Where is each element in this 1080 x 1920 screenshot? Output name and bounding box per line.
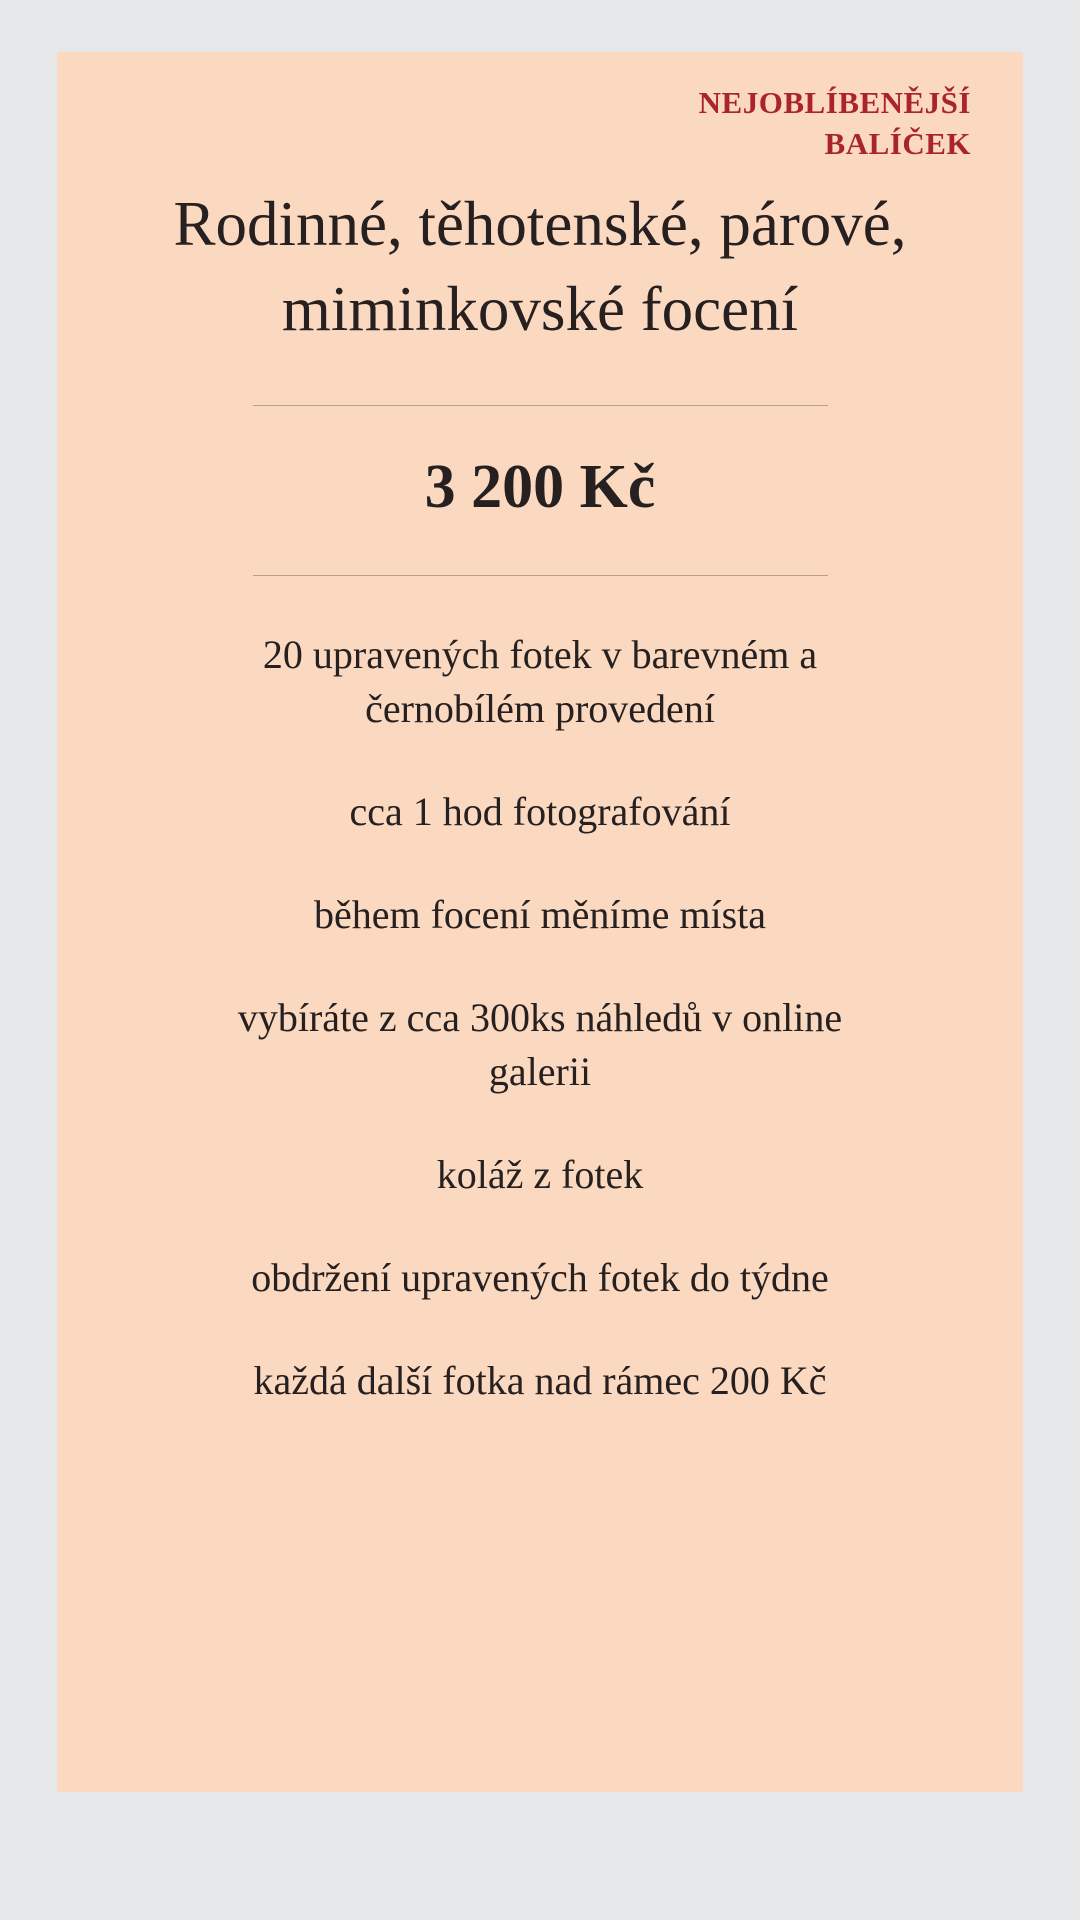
- list-item: vybíráte z cca 300ks náhledů v online galerii: [237, 995, 843, 1094]
- package-price: 3 200 Kč: [424, 453, 656, 521]
- package-title: Rodinné, těhotenské, párové, miminkovské focení: [173, 189, 907, 344]
- list-item: každá další fotka nad rámec 200 Kč: [253, 1358, 827, 1403]
- popular-badge: NEJOBLÍBENĚJŠÍ BALÍČEK: [698, 85, 971, 161]
- list-item: cca 1 hod fotografování: [349, 789, 731, 834]
- list-item: během focení měníme místa: [313, 892, 767, 937]
- list-item: koláž z fotek: [436, 1152, 644, 1197]
- feature-list: [57, 576, 1023, 1408]
- list-item: obdržení upravených fotek do týdne: [251, 1255, 829, 1300]
- pricing-card: [57, 52, 1023, 1792]
- list-item: 20 upravených fotek v barevném a černobílém provedení: [262, 632, 818, 731]
